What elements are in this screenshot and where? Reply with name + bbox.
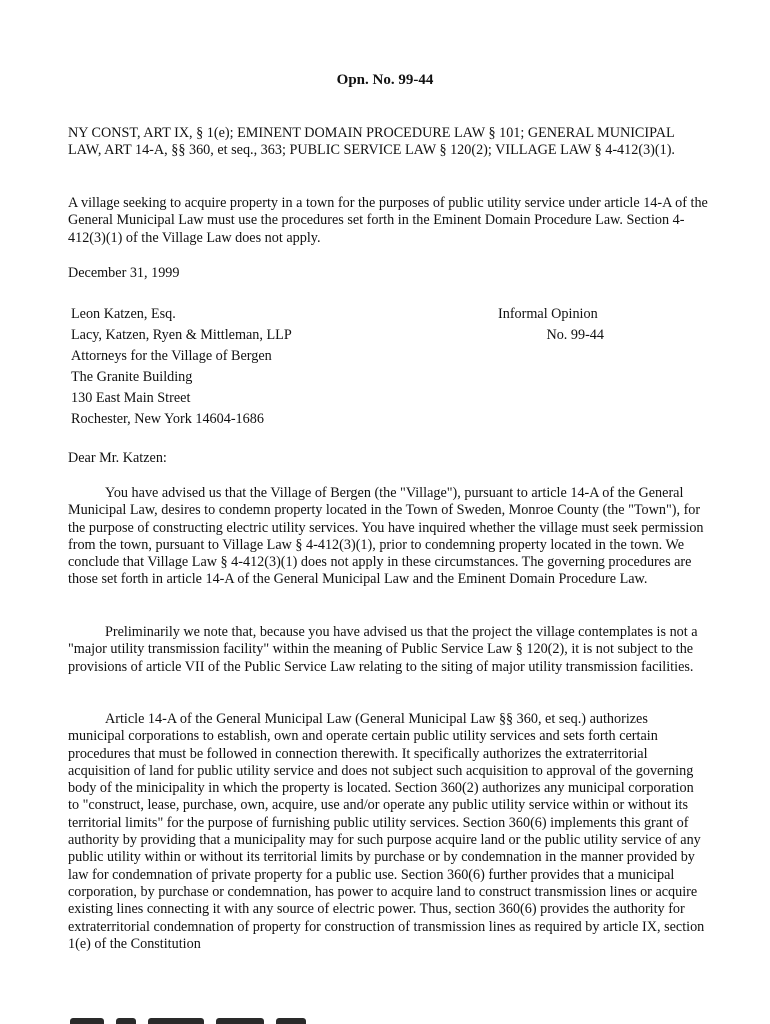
addressee-block [71,304,292,430]
opinion-label-number: No. 99-44 [546,327,604,343]
addressee-street: 130 East Main Street [71,390,191,406]
opinion-title: Opn. No. 99-44 [336,72,434,88]
salutation: Dear Mr. Katzen: [68,450,167,466]
addressee-role: Attorneys for the Village of Bergen [71,348,272,364]
addressee-firm: Lacy, Katzen, Ryen & Mittleman, LLP [71,327,292,343]
addressee-name: Leon Katzen, Esq. [71,306,176,322]
summary-paragraph: A village seeking to acquire property in a town for the purposes of public utility service under article 14-A of the General Municipal Law must use the procedures set forth in the Eminent Domain Procedure Law. Section 4-412(3)(1) of the Village Law does not apply. [68,195,708,246]
addressee-city: Rochester, New York 14604-1686 [71,411,264,427]
opinion-date: December 31, 1999 [68,265,180,281]
body-paragraph: Preliminarily we note that, because you have advised us that the project the village contemplates is not a "major utility transmission facility" within the meaning of Public Service Law § 120(2), it is not subject to the provisions of article VII of the Public Service Law relating to the siting of major utility transmission facilities. [68,624,698,675]
cut-off-next-line [70,1008,320,1024]
opinion-label-type: Informal Opinion [498,306,598,322]
body-paragraph: Article 14-A of the General Municipal Law (General Municipal Law §§ 360, et seq.) authorizes municipal corporations to establish, own and operate certain public utility services and sets forth certain procedures that must be followed in connection therewith. It specifically authorizes the extraterritorial acquisition of land for public utility service and does not subject such acquisition to approval of the governing body of the minicipality in which the property is located. Section 360(2) authorizes any municipal corporation to "construct, lease, purchase, own, acquire, use and/or operate any public utility service within or without its territorial limits" for the purpose of furnishing public utility services. Section 360(6) implements this grant of authority by providing that a municipality may for such purpose acquire land or the public utility service of any public utility within or without its territorial limits by purchase or by condemnation in the manner provided by law for condemnation of private property for a public use. Section 360(6) further provides that a municipal corporation, by purchase or condemnation, has power to acquire land to construct transmission lines or acquire existing lines connecting it with any source of electric power. Thus, section 360(6) provides the authority for extraterritorial condemnation of property for construction of transmission lines as required by article IX, section 1(e) of the Constitution [68,711,705,952]
opinion-label-block [498,304,604,346]
addressee-building: The Granite Building [71,369,193,385]
headnote-citations: NY CONST, ART IX, § 1(e); EMINENT DOMAIN PROCEDURE LAW § 101; GENERAL MUNICIPAL LAW, ART 14-A, §§ 360, et seq., 363; PUBLIC SERVICE LAW § 120(2); VILLAGE LAW § 4-412(3)(1). [68,125,675,159]
body-paragraph: You have advised us that the Village of Bergen (the "Village"), pursuant to article 14-A of the General Municipal Law, desires to condemn property located in the Town of Sweden, Monroe County (the "Town"), for the purpose of constructing electric utility services. You have inquired whether the village must seek permission from the town, pursuant to Village Law § 4-412(3)(1), prior to condemning property located in the town. We conclude that Village Law § 4-412(3)(1) does not apply in these circumstances. The governing procedures are those set forth in article 14-A of the General Municipal Law and the Eminent Domain Procedure Law. [68,485,704,588]
